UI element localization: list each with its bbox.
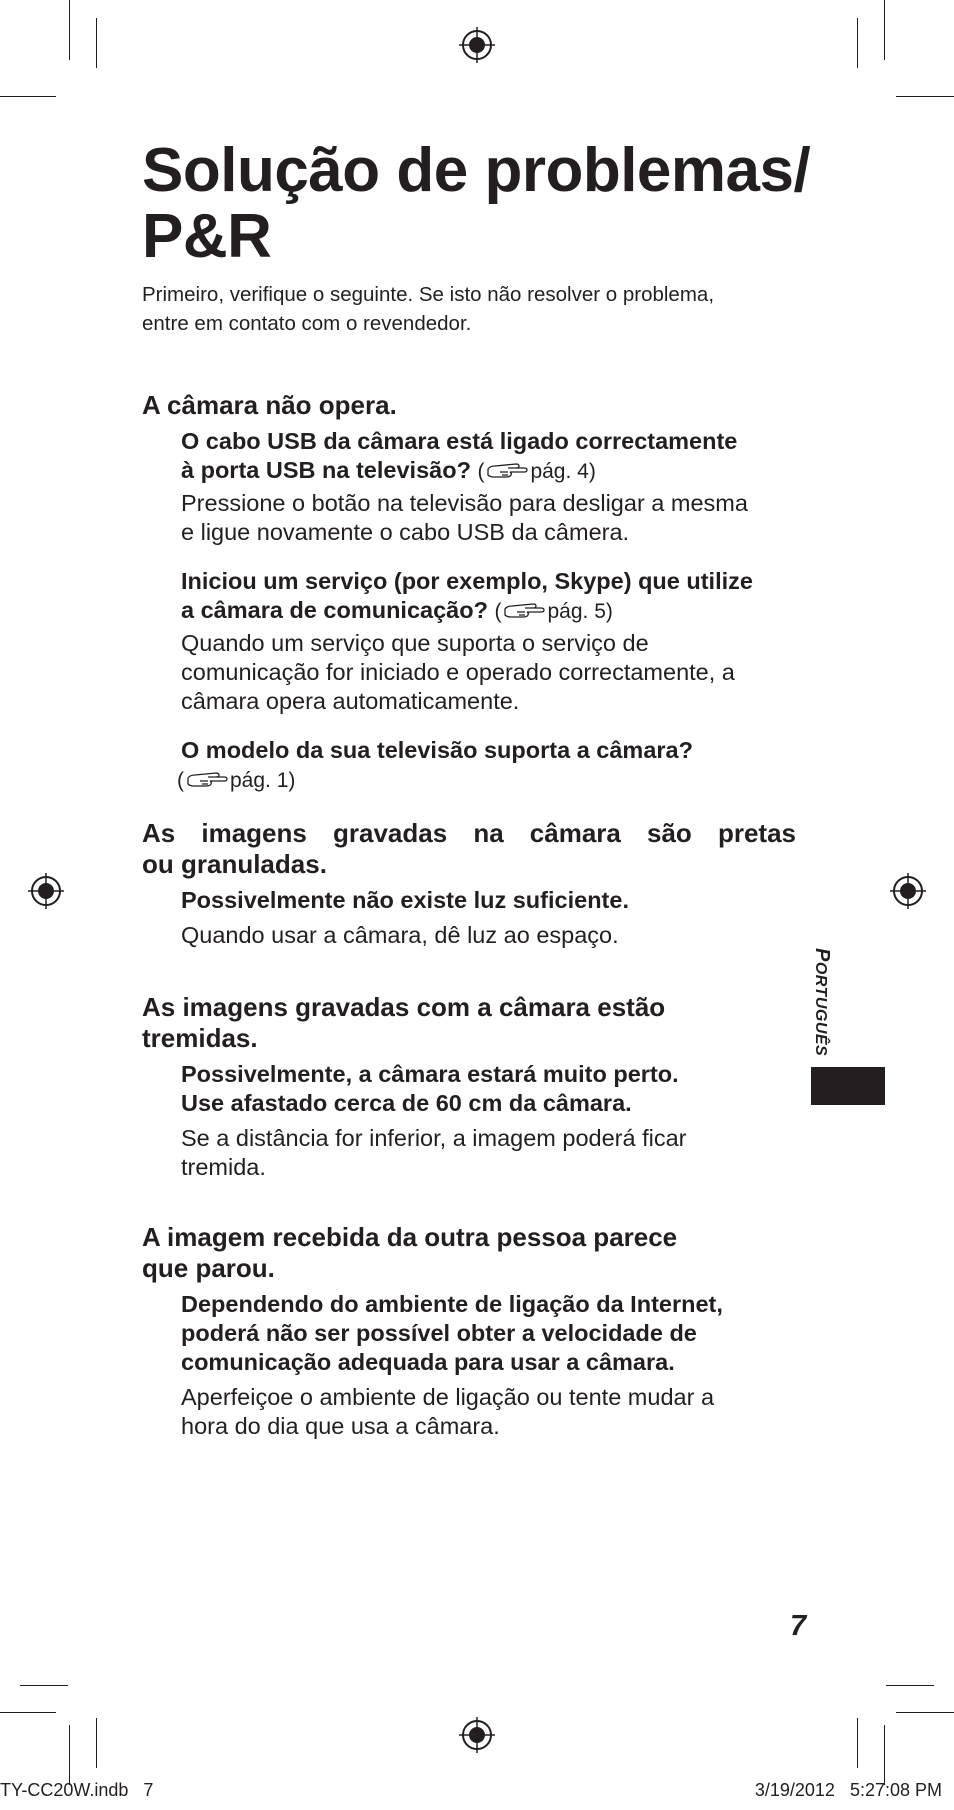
crop-mark [884, 0, 885, 60]
footer-timestamp: 3/19/2012 5:27:08 PM [754, 1780, 942, 1800]
answer-line: e ligue novamente o cabo USB da câmera. [181, 519, 630, 545]
pointing-hand-icon [486, 460, 528, 489]
answer [181, 921, 796, 950]
registration-mark-icon [888, 871, 928, 911]
page-title-line: P&R [142, 202, 272, 271]
crop-mark [69, 0, 70, 60]
faq-item [181, 1290, 796, 1441]
ref-bracket: ) [588, 460, 596, 483]
page-reference [494, 600, 612, 623]
faq-section [142, 1222, 796, 1441]
page-number: 7 [790, 1610, 807, 1642]
section-heading [142, 992, 796, 1054]
faq-item [181, 427, 796, 547]
crop-mark [896, 96, 954, 97]
crop-mark [96, 1718, 97, 1768]
intro-line: Primeiro, verifique o seguinte. Se isto não resolver o problema, [142, 283, 715, 306]
section-heading-line: que parou. [142, 1253, 275, 1283]
answer-line: Pressione o botão na televisão para desligar a mesma [181, 490, 748, 516]
answer-line: Se a distância for inferior, a imagem poderá ficar [181, 1125, 687, 1151]
section-heading: A câmara não opera. [142, 390, 397, 420]
question-line: Use afastado cerca de 60 cm da câmara. [181, 1090, 632, 1116]
section-heading-line: As imagens gravadas com a câmara estão [142, 992, 666, 1022]
answer-line: Quando usar a câmara, dê luz ao espaço. [181, 922, 619, 948]
answer-line: Quando um serviço que suporta o serviço de [181, 630, 649, 656]
section-heading-line: As imagens gravadas na câmara são pretas [142, 818, 796, 848]
answer [181, 489, 796, 547]
question [181, 567, 796, 629]
pointing-hand-icon [186, 769, 228, 798]
crop-mark [20, 1685, 68, 1686]
question [181, 886, 796, 915]
faq-item [177, 736, 796, 798]
intro-line: entre em contato com o revendedor. [142, 312, 472, 335]
answer [181, 629, 796, 716]
faq-item [181, 1060, 796, 1182]
ref-bracket: ) [605, 600, 613, 623]
registration-mark-icon [26, 871, 66, 911]
question [177, 736, 796, 798]
faq-item [181, 886, 796, 950]
page-reference [177, 769, 295, 792]
page-title-line: Solução de problemas/ [142, 136, 811, 205]
crop-mark [857, 1718, 858, 1768]
faq-section [142, 992, 796, 1182]
answer [181, 1124, 796, 1182]
question [181, 1290, 796, 1377]
language-tab-initial: P [811, 948, 833, 962]
ref-bracket: ( [177, 769, 184, 792]
ref-text: pág. 1 [230, 769, 289, 792]
question-line: Possivelmente não existe luz suficiente. [181, 887, 629, 913]
section-heading-line: tremidas. [142, 1023, 258, 1053]
answer-line: comunicação for iniciado e operado correctamente, a [181, 659, 735, 685]
question-line: comunicação adequada para usar a câmara. [181, 1349, 675, 1375]
crop-mark [884, 1725, 885, 1785]
language-tab-block [811, 1067, 885, 1105]
answer-line: hora do dia que usa a câmara. [181, 1413, 500, 1439]
question-line: à porta USB na televisão? [181, 457, 471, 483]
section-heading-line: A imagem recebida da outra pessoa parece [142, 1222, 678, 1252]
faq-section [142, 390, 796, 798]
question-line: O modelo da sua televisão suporta a câmara? [181, 737, 693, 763]
question [181, 1060, 796, 1118]
language-tab-label [810, 948, 833, 1058]
crop-mark [0, 96, 56, 97]
ref-bracket: ) [288, 769, 296, 792]
registration-mark-icon [457, 1715, 497, 1755]
question [181, 427, 796, 489]
faq-section [142, 818, 796, 950]
ref-text: pág. 5 [547, 600, 606, 623]
answer-line: Aperfeiçoe o ambiente de ligação ou tente mudar a [181, 1384, 715, 1410]
page-title [142, 138, 822, 270]
crop-mark [886, 1685, 934, 1686]
answer [181, 1383, 796, 1441]
question-line: Dependendo do ambiente de ligação da Internet, [181, 1291, 723, 1317]
crop-mark [857, 18, 858, 68]
faq-item [181, 567, 796, 716]
ref-text: pág. 4 [530, 460, 589, 483]
section-heading [142, 1222, 796, 1284]
section-heading-line: ou granuladas. [142, 849, 327, 879]
question-line: O cabo USB da câmara está ligado correctamente [181, 428, 738, 454]
intro-text [142, 280, 802, 338]
page-reference [477, 460, 595, 483]
question-line: poderá não ser possível obter a velocidade de [181, 1320, 697, 1346]
answer-line: tremida. [181, 1154, 266, 1180]
ref-bracket: ( [477, 460, 485, 483]
registration-mark-icon [457, 25, 497, 65]
ref-bracket: ( [494, 600, 502, 623]
question-line: Possivelmente, a câmara estará muito perto. [181, 1061, 679, 1087]
language-tab-rest: ORTUGUÊS [812, 961, 829, 1057]
pointing-hand-icon [503, 600, 545, 629]
answer-line: câmara opera automaticamente. [181, 688, 520, 714]
crop-mark [0, 1712, 56, 1713]
crop-mark [96, 18, 97, 68]
question-line: Iniciou um serviço (por exemplo, Skype) que utilize [181, 568, 753, 594]
question-line: a câmara de comunicação? [181, 597, 488, 623]
section-heading [142, 818, 796, 880]
footer-file-info: TY-CC20W.indb 7 [0, 1780, 154, 1800]
crop-mark [896, 1712, 954, 1713]
crop-mark [69, 1725, 70, 1785]
